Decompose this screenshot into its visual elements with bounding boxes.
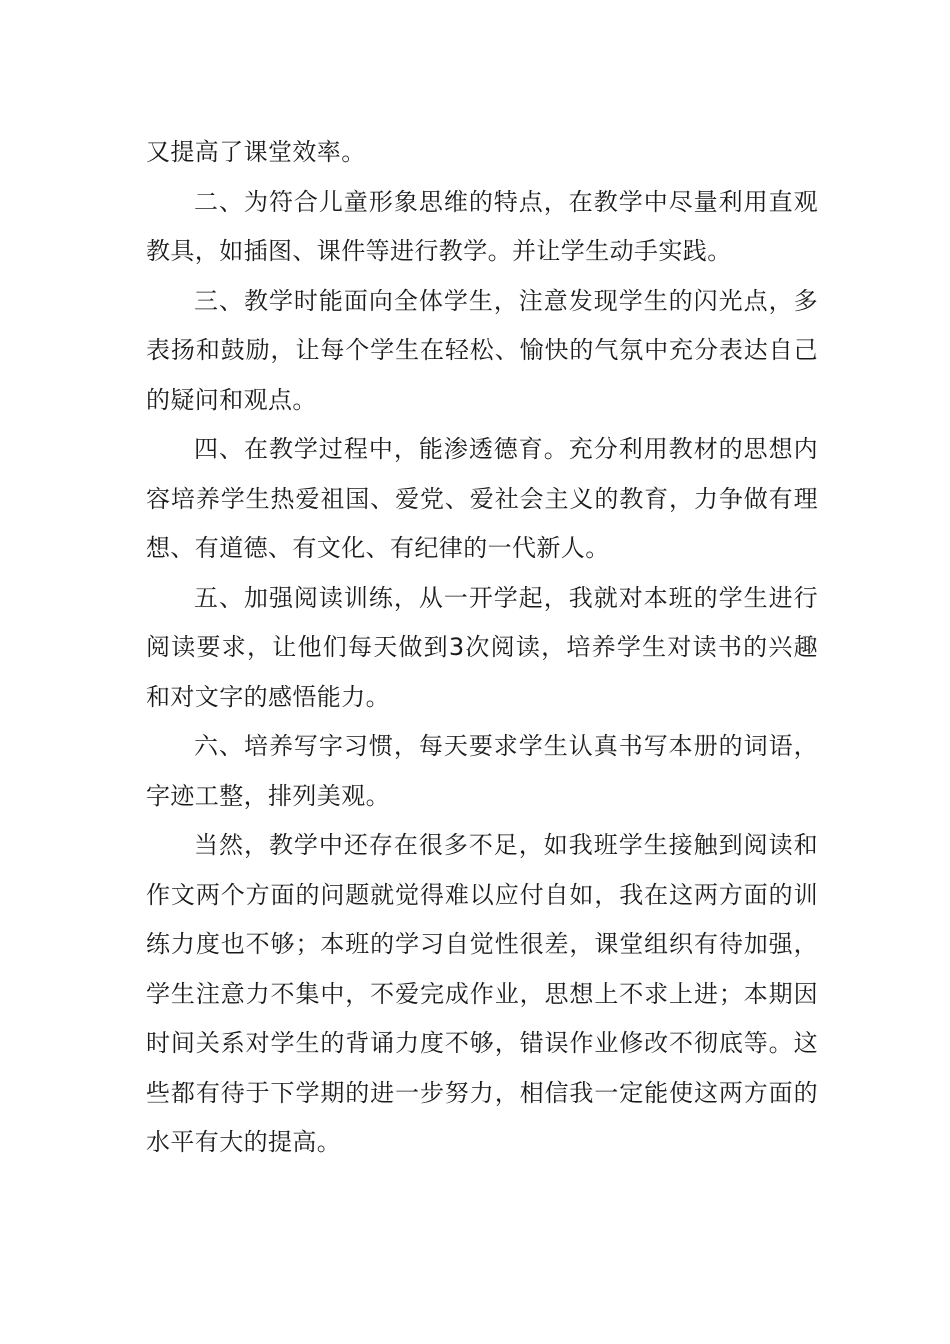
paragraph-item-3: 三、教学时能面向全体学生，注意发现学生的闪光点，多表扬和鼓励，让每个学生在轻松、愉快的气氛中充分表达自己的疑问和观点。 xyxy=(146,286,818,414)
paragraph-summary: 当然，教学中还存在很多不足，如我班学生接触到阅读和作文两个方面的问题就觉得难以应付自如，我在这两方面的训练力度也不够；本班的学习自觉性很差，课堂组织有待加强，学生注意力不集中，不爱完成作业，思想上不求上进；本期因时间关系对学生的背诵力度不够，错误作业修改不彻底等。这些都有待于下学期的进一步努力，相信我一定能使这两方面的水平有大的提高。 xyxy=(146,831,818,1156)
document-body xyxy=(146,128,818,1168)
paragraph-item-4: 四、在教学过程中，能渗透德育。充分利用教材的思想内容培养学生热爱祖国、爱党、爱社会主义的教育，力争做有理想、有道德、有文化、有纪律的一代新人。 xyxy=(146,435,818,562)
paragraph-item-6: 六、培养写字习惯，每天要求学生认真书写本册的词语，字迹工整，排列美观。 xyxy=(146,732,818,810)
paragraph-continuation: 又提高了课堂效率。 xyxy=(146,138,366,166)
paragraph-item-5: 五、加强阅读训练，从一开学起，我就对本班的学生进行阅读要求，让他们每天做到3次阅读，培养学生对读书的兴趣和对文字的感悟能力。 xyxy=(146,583,818,711)
paragraph-item-2: 二、为符合儿童形象思维的特点，在教学中尽量利用直观教具，如插图、课件等进行教学。并让学生动手实践。 xyxy=(146,187,818,265)
